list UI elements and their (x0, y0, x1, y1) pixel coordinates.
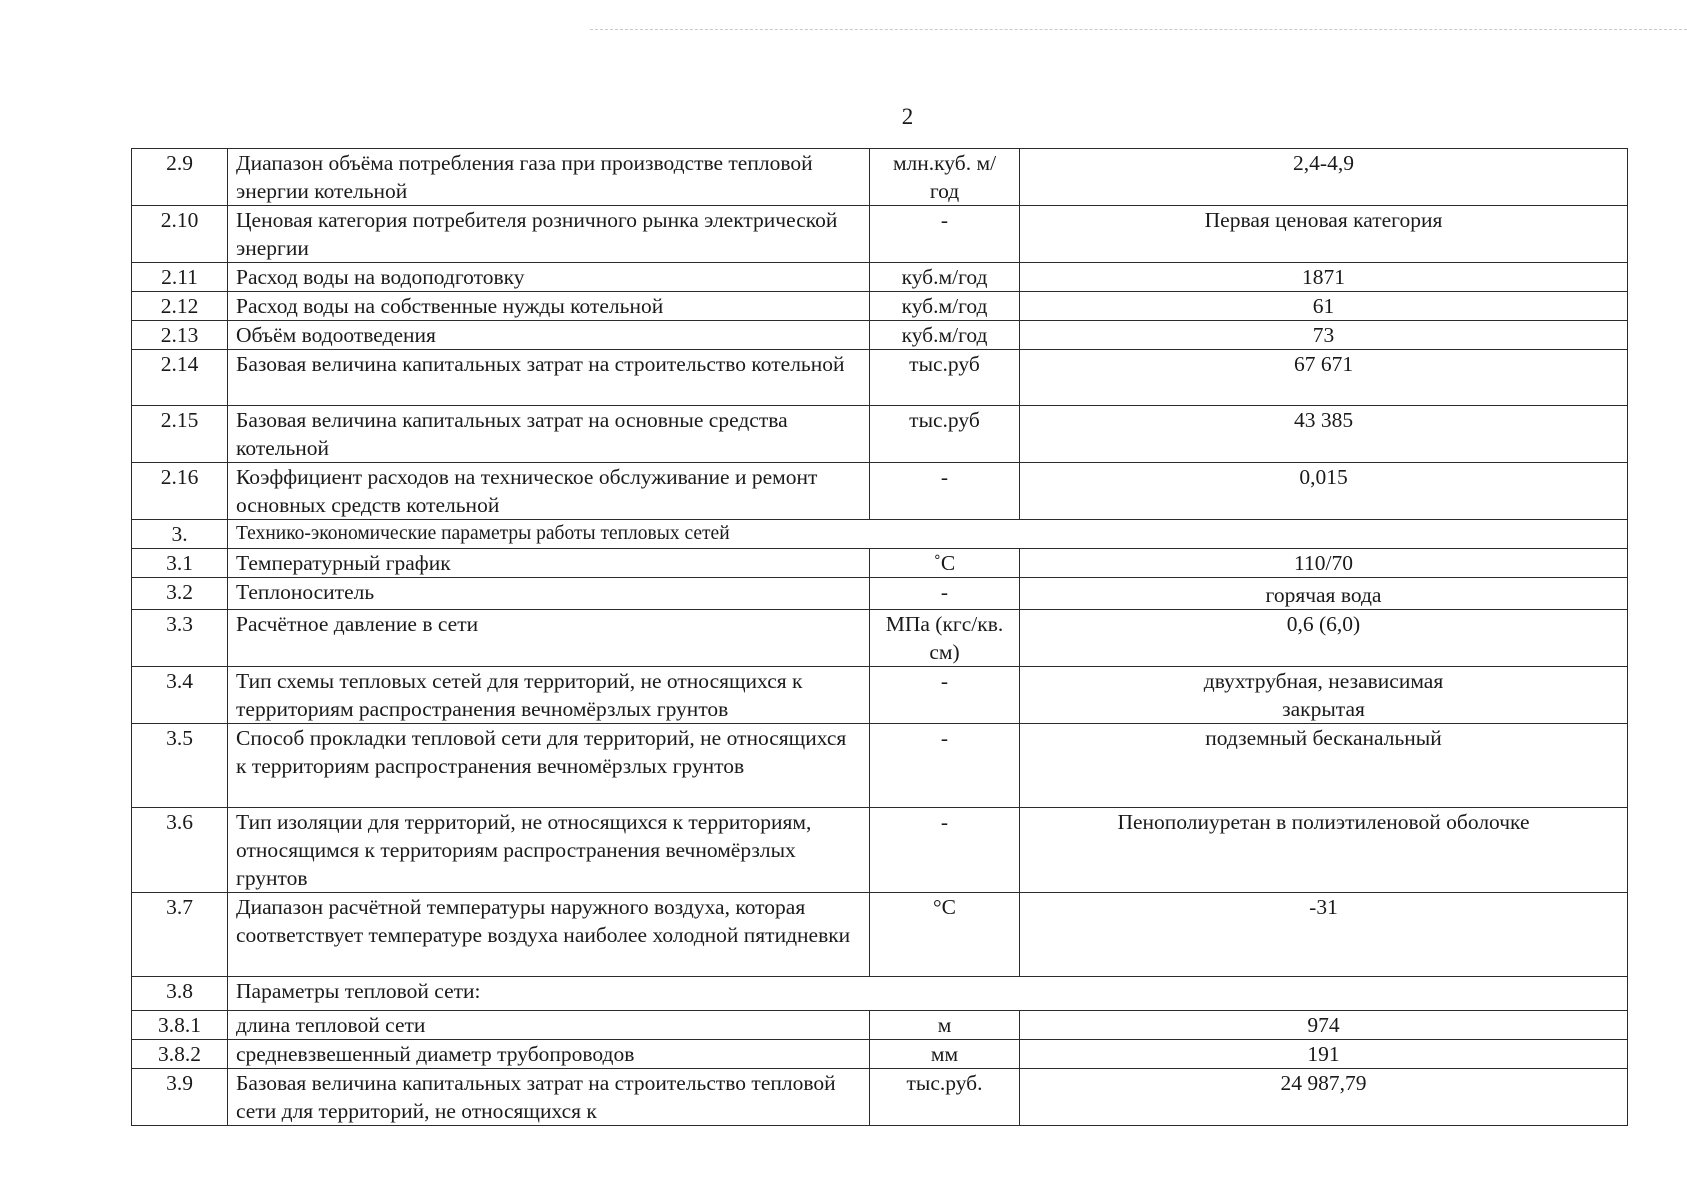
unit: - (870, 724, 1020, 808)
table-row (132, 206, 1628, 263)
unit: - (870, 667, 1020, 724)
table-row (132, 578, 1628, 610)
parameter-name: Расход воды на собственные нужды котельной (228, 292, 870, 321)
row-number: 2.9 (132, 149, 228, 206)
value: 24 987,79 (1020, 1069, 1628, 1126)
value: Первая ценовая категория (1020, 206, 1628, 263)
row-number: 2.11 (132, 263, 228, 292)
value: -31 (1020, 893, 1628, 977)
parameter-name: Расход воды на водоподготовку (228, 263, 870, 292)
unit: тыс.руб. (870, 1069, 1020, 1126)
table-row (132, 724, 1628, 808)
row-number: 3.3 (132, 610, 228, 667)
table-row (132, 149, 1628, 206)
unit: - (870, 463, 1020, 520)
value: 67 671 (1020, 350, 1628, 406)
table-row (132, 1011, 1628, 1040)
row-number: 3.2 (132, 578, 228, 610)
row-number: 2.15 (132, 406, 228, 463)
value: 0,015 (1020, 463, 1628, 520)
parameter-name: Диапазон объёма потребления газа при производстве тепловой энергии котельной (228, 149, 870, 206)
unit: - (870, 808, 1020, 893)
value: 974 (1020, 1011, 1628, 1040)
value: 43 385 (1020, 406, 1628, 463)
table-row (132, 549, 1628, 578)
parameter-name: Базовая величина капитальных затрат на основные средства котельной (228, 406, 870, 463)
row-number: 3.4 (132, 667, 228, 724)
value: подземный бесканальный (1020, 724, 1628, 808)
table-row (132, 893, 1628, 977)
row-number: 3.8.1 (132, 1011, 228, 1040)
value: 191 (1020, 1040, 1628, 1069)
table-row (132, 808, 1628, 893)
value: 0,6 (6,0) (1020, 610, 1628, 667)
unit-text: млн.куб. м/ год (892, 151, 997, 203)
value: 2,4-4,9 (1020, 149, 1628, 206)
row-number: 3.5 (132, 724, 228, 808)
table-row (132, 292, 1628, 321)
value: горячая вода (1020, 578, 1628, 610)
unit: м (870, 1011, 1020, 1040)
unit: мм (870, 1040, 1020, 1069)
parameter-name: Тип схемы тепловых сетей для территорий, не относящихся к территориям распространения вечномёрзлых грунтов (228, 667, 870, 724)
row-number: 2.16 (132, 463, 228, 520)
value: Пенополиуретан в полиэтиленовой оболочке (1020, 808, 1628, 893)
unit: - (870, 206, 1020, 263)
table-row (132, 406, 1628, 463)
parameter-name: Расчётное давление в сети (228, 610, 870, 667)
unit (870, 149, 1020, 206)
value: 61 (1020, 292, 1628, 321)
row-number: 3.9 (132, 1069, 228, 1126)
unit: куб.м/год (870, 292, 1020, 321)
row-number: 2.12 (132, 292, 228, 321)
row-number: 3.1 (132, 549, 228, 578)
unit: °С (870, 893, 1020, 977)
unit: тыс.руб (870, 350, 1020, 406)
parameter-name: Диапазон расчётной температуры наружного воздуха, которая соответствует температуре воздуха наиболее холодной пятидневки (228, 893, 870, 977)
parameter-name: Ценовая категория потребителя розничного рынка электрической энергии (228, 206, 870, 263)
parameter-name: средневзвешенный диаметр трубопроводов (228, 1040, 870, 1069)
row-number: 3.6 (132, 808, 228, 893)
unit: МПа (кгс/кв. см) (870, 610, 1020, 667)
row-number: 2.13 (132, 321, 228, 350)
parameter-name: Базовая величина капитальных затрат на строительство тепловой сети для территорий, не относящихся к (228, 1069, 870, 1126)
row-number: 3.7 (132, 893, 228, 977)
section-row (132, 977, 1628, 1011)
value (1020, 667, 1628, 724)
value: 1871 (1020, 263, 1628, 292)
value: 110/70 (1020, 549, 1628, 578)
row-number: 2.14 (132, 350, 228, 406)
row-number: 3.8.2 (132, 1040, 228, 1069)
parameter-name: Объём водоотведения (228, 321, 870, 350)
table-row (132, 667, 1628, 724)
parameter-name: Тип изоляции для территорий, не относящихся к территориям, относящимся к территориям распространения вечномёрзлых грунтов (228, 808, 870, 893)
table-row (132, 263, 1628, 292)
parameters-table (131, 148, 1628, 1126)
parameter-name: Температурный график (228, 549, 870, 578)
parameter-name: длина тепловой сети (228, 1011, 870, 1040)
value-text: двухтрубная, независимая закрытая (1203, 669, 1444, 721)
unit: ˚С (870, 549, 1020, 578)
unit: - (870, 578, 1020, 610)
section-number: 3.8 (132, 977, 228, 1011)
section-number: 3. (132, 520, 228, 549)
table-row (132, 463, 1628, 520)
parameter-name: Коэффициент расходов на техническое обслуживание и ремонт основных средств котельной (228, 463, 870, 520)
table-row (132, 350, 1628, 406)
value: 73 (1020, 321, 1628, 350)
scan-edge-line (590, 29, 1687, 30)
parameter-name: Способ прокладки тепловой сети для территорий, не относящихся к территориям распространения вечномёрзлых грунтов (228, 724, 870, 808)
parameter-name: Базовая величина капитальных затрат на строительство котельной (228, 350, 870, 406)
parameter-name: Теплоноситель (228, 578, 870, 610)
page-number: 2 (901, 104, 914, 129)
table-row (132, 1040, 1628, 1069)
table-row (132, 1069, 1628, 1126)
section-title: Параметры тепловой сети: (228, 977, 1628, 1011)
section-row (132, 520, 1628, 549)
unit: куб.м/год (870, 263, 1020, 292)
table-row (132, 610, 1628, 667)
table-row (132, 321, 1628, 350)
unit: куб.м/год (870, 321, 1020, 350)
row-number: 2.10 (132, 206, 228, 263)
unit: тыс.руб (870, 406, 1020, 463)
section-title: Технико-экономические параметры работы тепловых сетей (228, 520, 1628, 549)
